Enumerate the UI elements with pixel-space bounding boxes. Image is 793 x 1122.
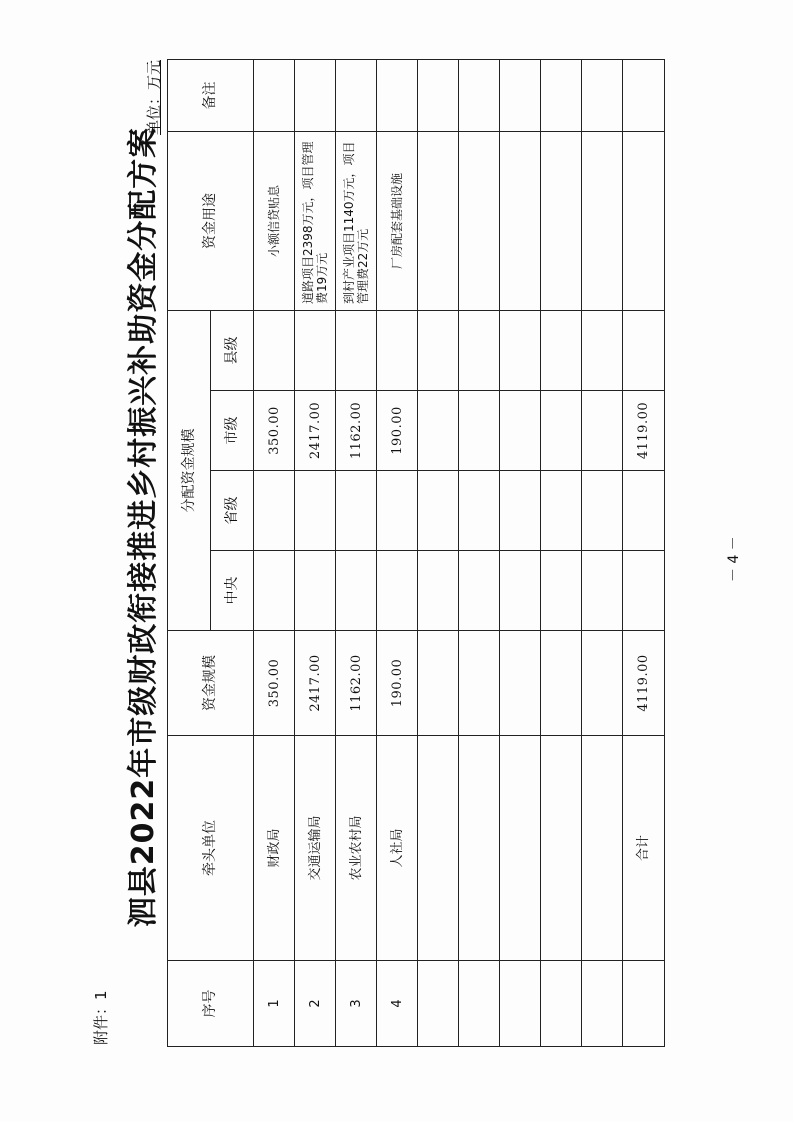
- document-title: 泗县2022年市级财政衔接推进乡村振兴补助资金分配方案: [126, 126, 161, 928]
- cell-unit: 交通运输局: [295, 736, 336, 961]
- cell-scale: 190.00: [377, 631, 418, 736]
- cell-unit: 财政局: [254, 736, 295, 961]
- cell-scale: 350.00: [254, 631, 295, 736]
- cell-seq: 2: [295, 961, 336, 1047]
- cell-unit: 人社局: [377, 736, 418, 961]
- header-city: 市级: [211, 391, 254, 471]
- cell-note: [336, 60, 377, 132]
- cell-unit: 农业农村局: [336, 736, 377, 961]
- header-county: 县级: [211, 311, 254, 391]
- cell-central: [377, 551, 418, 631]
- total-scale: 4119.00: [623, 631, 665, 736]
- cell-scale: 1162.00: [336, 631, 377, 736]
- table-row: [336, 60, 377, 1047]
- unit-label-text: 单位：万元: [145, 60, 163, 136]
- cell-city: 350.00: [254, 391, 295, 471]
- empty-row: [500, 60, 541, 1047]
- cell-provincial: [377, 471, 418, 551]
- header-row-1: [168, 60, 211, 1047]
- cell-scale: 2417.00: [295, 631, 336, 736]
- table-row: [377, 60, 418, 1047]
- header-fund-scale: 资金规模: [168, 631, 254, 736]
- empty-row: [459, 60, 500, 1047]
- empty-row: [418, 60, 459, 1047]
- total-label: 合计: [623, 736, 665, 961]
- cell-provincial: [295, 471, 336, 551]
- cell-county: [295, 311, 336, 391]
- header-lead-unit: 牵头单位: [168, 736, 254, 961]
- cell-provincial: [336, 471, 377, 551]
- cell-seq: 3: [336, 961, 377, 1047]
- cell-central: [295, 551, 336, 631]
- cell-note: [254, 60, 295, 132]
- total-city: 4119.00: [623, 391, 665, 471]
- cell-seq: 4: [377, 961, 418, 1047]
- cell-provincial: [254, 471, 295, 551]
- cell-county: [377, 311, 418, 391]
- cell-use: 到村产业项目1140万元，项目管理费22万元: [336, 132, 377, 311]
- cell-city: 1162.00: [336, 391, 377, 471]
- cell-central: [254, 551, 295, 631]
- cell-use: 厂房配套基础设施: [377, 132, 418, 311]
- table-row: [295, 60, 336, 1047]
- empty-row: [582, 60, 623, 1047]
- cell-county: [336, 311, 377, 391]
- attachment-label: 附件：1: [92, 990, 110, 1045]
- cell-use: 道路项目2398万元，项目管理费19万元: [295, 132, 336, 311]
- table-row: [254, 60, 295, 1047]
- header-fund-use: 资金用途: [168, 132, 254, 311]
- header-central: 中央: [211, 551, 254, 631]
- page-number: － 4 －: [726, 536, 742, 582]
- unit-label: [143, 60, 164, 182]
- cell-note: [377, 60, 418, 132]
- allocation-table: [167, 59, 665, 1047]
- header-alloc-scale: 分配资金规模: [168, 311, 211, 631]
- cell-note: [295, 60, 336, 132]
- header-seq: 序号: [168, 961, 254, 1047]
- cell-use: 小额信贷贴息: [254, 132, 295, 311]
- cell-city: 2417.00: [295, 391, 336, 471]
- cell-city: 190.00: [377, 391, 418, 471]
- empty-row: [541, 60, 582, 1047]
- cell-central: [336, 551, 377, 631]
- header-note: 备注: [168, 60, 254, 132]
- header-provincial: 省级: [211, 471, 254, 551]
- total-row: [623, 60, 665, 1047]
- cell-county: [254, 311, 295, 391]
- cell-seq: 1: [254, 961, 295, 1047]
